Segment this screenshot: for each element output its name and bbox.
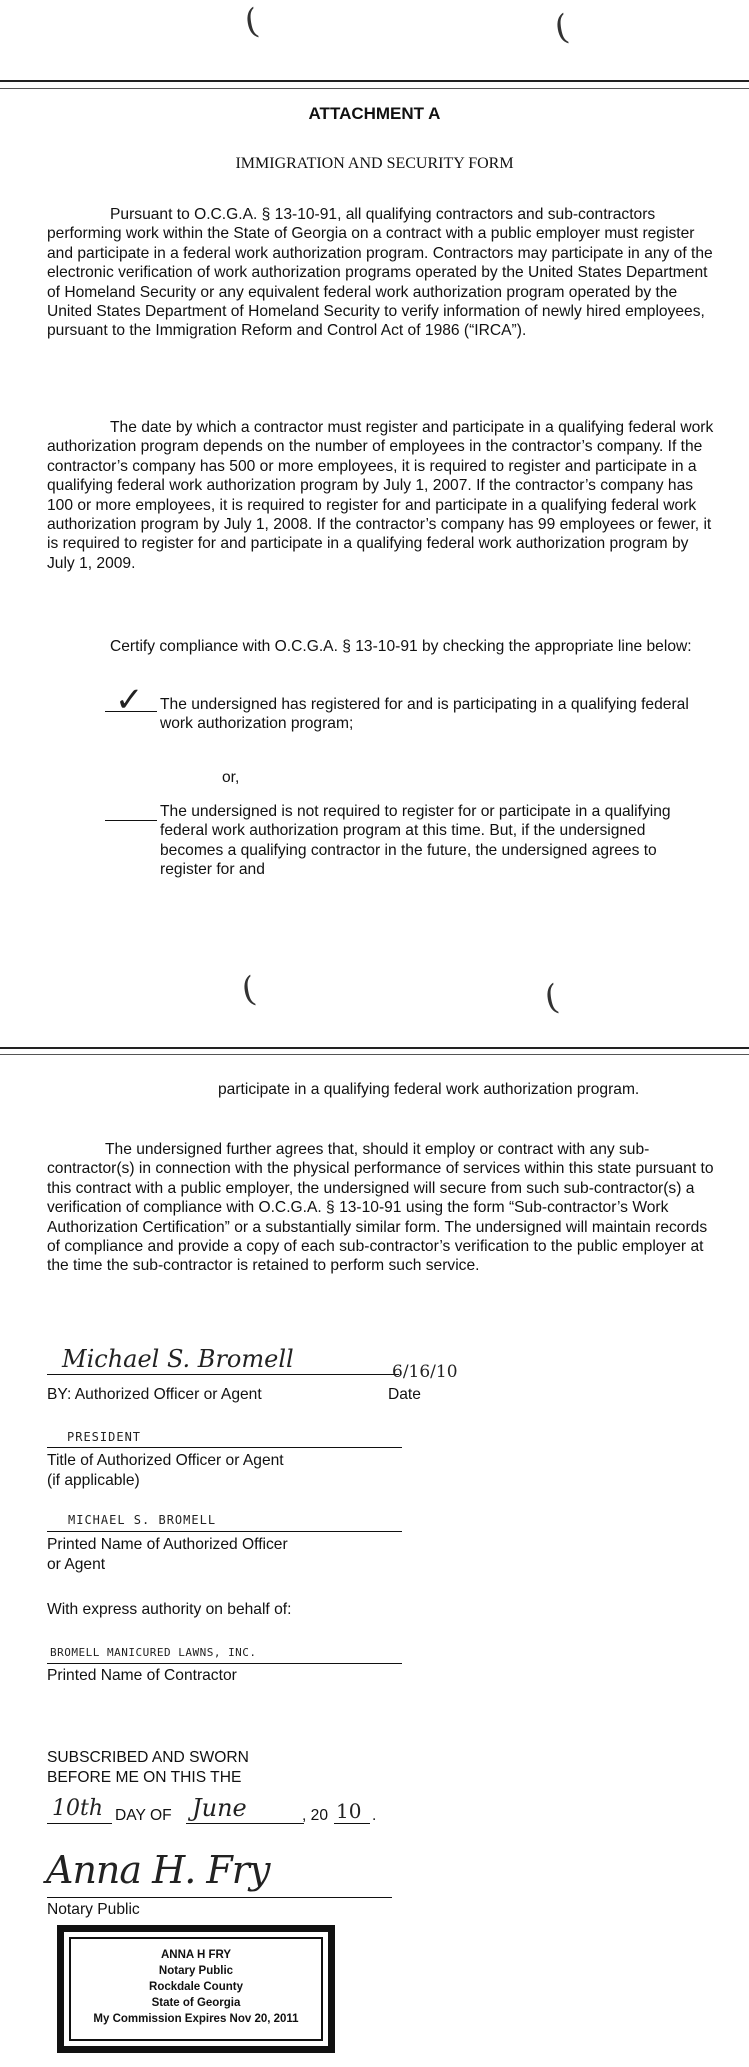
day-line[interactable] <box>47 1823 112 1824</box>
day-value: 10th <box>52 1796 104 1821</box>
notary-stamp <box>57 1925 335 2053</box>
checkmark-icon: ✓ <box>115 680 144 720</box>
year-prefix: , 20 <box>302 1807 329 1824</box>
scan-punch-mark: ( <box>238 969 259 1011</box>
contractor-name-value: BROMELL MANICURED LAWNS, INC. <box>50 1646 257 1659</box>
stamp-title: Notary Public <box>158 1965 234 1977</box>
signature-line[interactable] <box>47 1374 399 1375</box>
notary-signature-line[interactable] <box>47 1897 392 1898</box>
contractor-name-line[interactable] <box>47 1663 402 1664</box>
notary-signature: Anna H. Fry <box>46 1848 270 1892</box>
day-of-label: DAY OF <box>115 1807 172 1824</box>
option1-text: The undersigned has registered for and is participating in a qualifying federal work authorization program; <box>160 696 689 733</box>
year-line[interactable] <box>334 1823 370 1824</box>
title-label-applicable: (if applicable) <box>47 1472 140 1489</box>
option2-text: The undersigned is not required to register for or participate in a qualifying federal work authorization program at this time. But, if the undersigned becomes a qualifying contractor in the future, the undersigned agrees to register for and <box>160 803 671 879</box>
option2-continuation: participate in a qualifying federal work authorization program. <box>218 1081 640 1098</box>
stamp-expiry: My Commission Expires Nov 20, 2011 <box>93 2013 299 2025</box>
paragraph-date-requirement: The date by which a contractor must register and participate in a qualifying federal work authorization program depends on the number of employees in the contractor’s company. If the contractor’s company has 500 or more employees, it is required to register and participate in a qualifying federal work authorization program by July 1, 2007. If the contractor’s company has 100 or more employees, it is required to register for and participate in a qualifying federal work authorization program by July 1, 2008. If the contractor’s company has 99 employees or fewer, it is required to register for and participate in a qualifying federal work authorization program by July 1, 2009. <box>47 419 714 572</box>
or-text: or, <box>222 769 240 786</box>
title-line[interactable] <box>47 1447 402 1448</box>
form-subtitle: IMMIGRATION AND SECURITY FORM <box>235 155 514 172</box>
scan-punch-mark: ( <box>541 977 562 1019</box>
month-value: June <box>192 1794 247 1822</box>
subscribed-line-1: SUBSCRIBED AND SWORN <box>47 1749 249 1766</box>
option2-check-line[interactable] <box>105 820 157 821</box>
stamp-county: Rockdale County <box>149 1981 243 1993</box>
printed-name-line[interactable] <box>47 1531 402 1532</box>
attachment-title: ATTACHMENT A <box>308 104 441 123</box>
period: . <box>372 1807 377 1824</box>
month-line[interactable] <box>186 1823 304 1824</box>
date-label: Date <box>388 1386 421 1403</box>
notary-stamp-inner <box>69 1937 323 2041</box>
page-top-rule <box>0 80 749 82</box>
stamp-name: ANNA H FRY <box>160 1949 232 1961</box>
stamp-state: State of Georgia <box>151 1997 241 2009</box>
express-authority-text: With express authority on behalf of: <box>47 1601 292 1618</box>
certify-instruction: Certify compliance with O.C.G.A. § 13-10-91 by checking the appropriate line below: <box>110 638 692 655</box>
subscribed-line-2: BEFORE ME ON THIS THE <box>47 1769 242 1786</box>
option1-first-line <box>160 695 700 734</box>
printed-name-label-agent: or Agent <box>47 1556 106 1573</box>
officer-signature: Michael S. Bromell <box>62 1345 294 1373</box>
scan-punch-mark: ( <box>241 1 262 43</box>
date-value: 6/16/10 <box>392 1362 458 1382</box>
paragraph-pursuant: Pursuant to O.C.G.A. § 13-10-91, all qualifying contractors and sub-contractors performing work within the State of Georgia on a contract with a public employer must register and participate in a federal work authorization program. Contractors may participate in any of the electronic verification of work authorization programs operated by the United States Department of Homeland Security or any equivalent federal work authorization program operated by the United States Department of Homeland Security to verify information of newly hired employees, pursuant to the Immigration Reform and Control Act of 1986 (“IRCA”). <box>47 206 713 340</box>
by-label: BY: Authorized Officer or Agent <box>47 1386 262 1403</box>
printed-name-value: MICHAEL S. BROMELL <box>68 1513 217 1527</box>
page-top-rule-thin <box>0 88 749 89</box>
notary-public-label: Notary Public <box>47 1901 140 1918</box>
scan-punch-mark: ( <box>551 7 572 49</box>
year-value: 10 <box>336 1799 362 1823</box>
contractor-name-label: Printed Name of Contractor <box>47 1667 237 1684</box>
page-break-rule-thin <box>0 1054 749 1055</box>
title-value: PRESIDENT <box>67 1430 142 1444</box>
page-break-rule <box>0 1047 749 1049</box>
paragraph-subcontractor: The undersigned further agrees that, should it employ or contract with any sub-contractor(s) in connection with the physical performance of services within this state pursuant to this contract with a public employer, the undersigned will secure from such sub-contractor(s) a verification of compliance with O.C.G.A. § 13-10-91 using the form “Sub-contractor’s Work Authorization Certification” or a substantially similar form. The undersigned will maintain records of compliance and provide a copy of each sub-contractor’s verification to the public employer at the time the sub-contractor is retained to perform such service. <box>47 1141 714 1275</box>
printed-name-label: Printed Name of Authorized Officer <box>47 1536 288 1553</box>
title-label: Title of Authorized Officer or Agent <box>47 1452 284 1469</box>
